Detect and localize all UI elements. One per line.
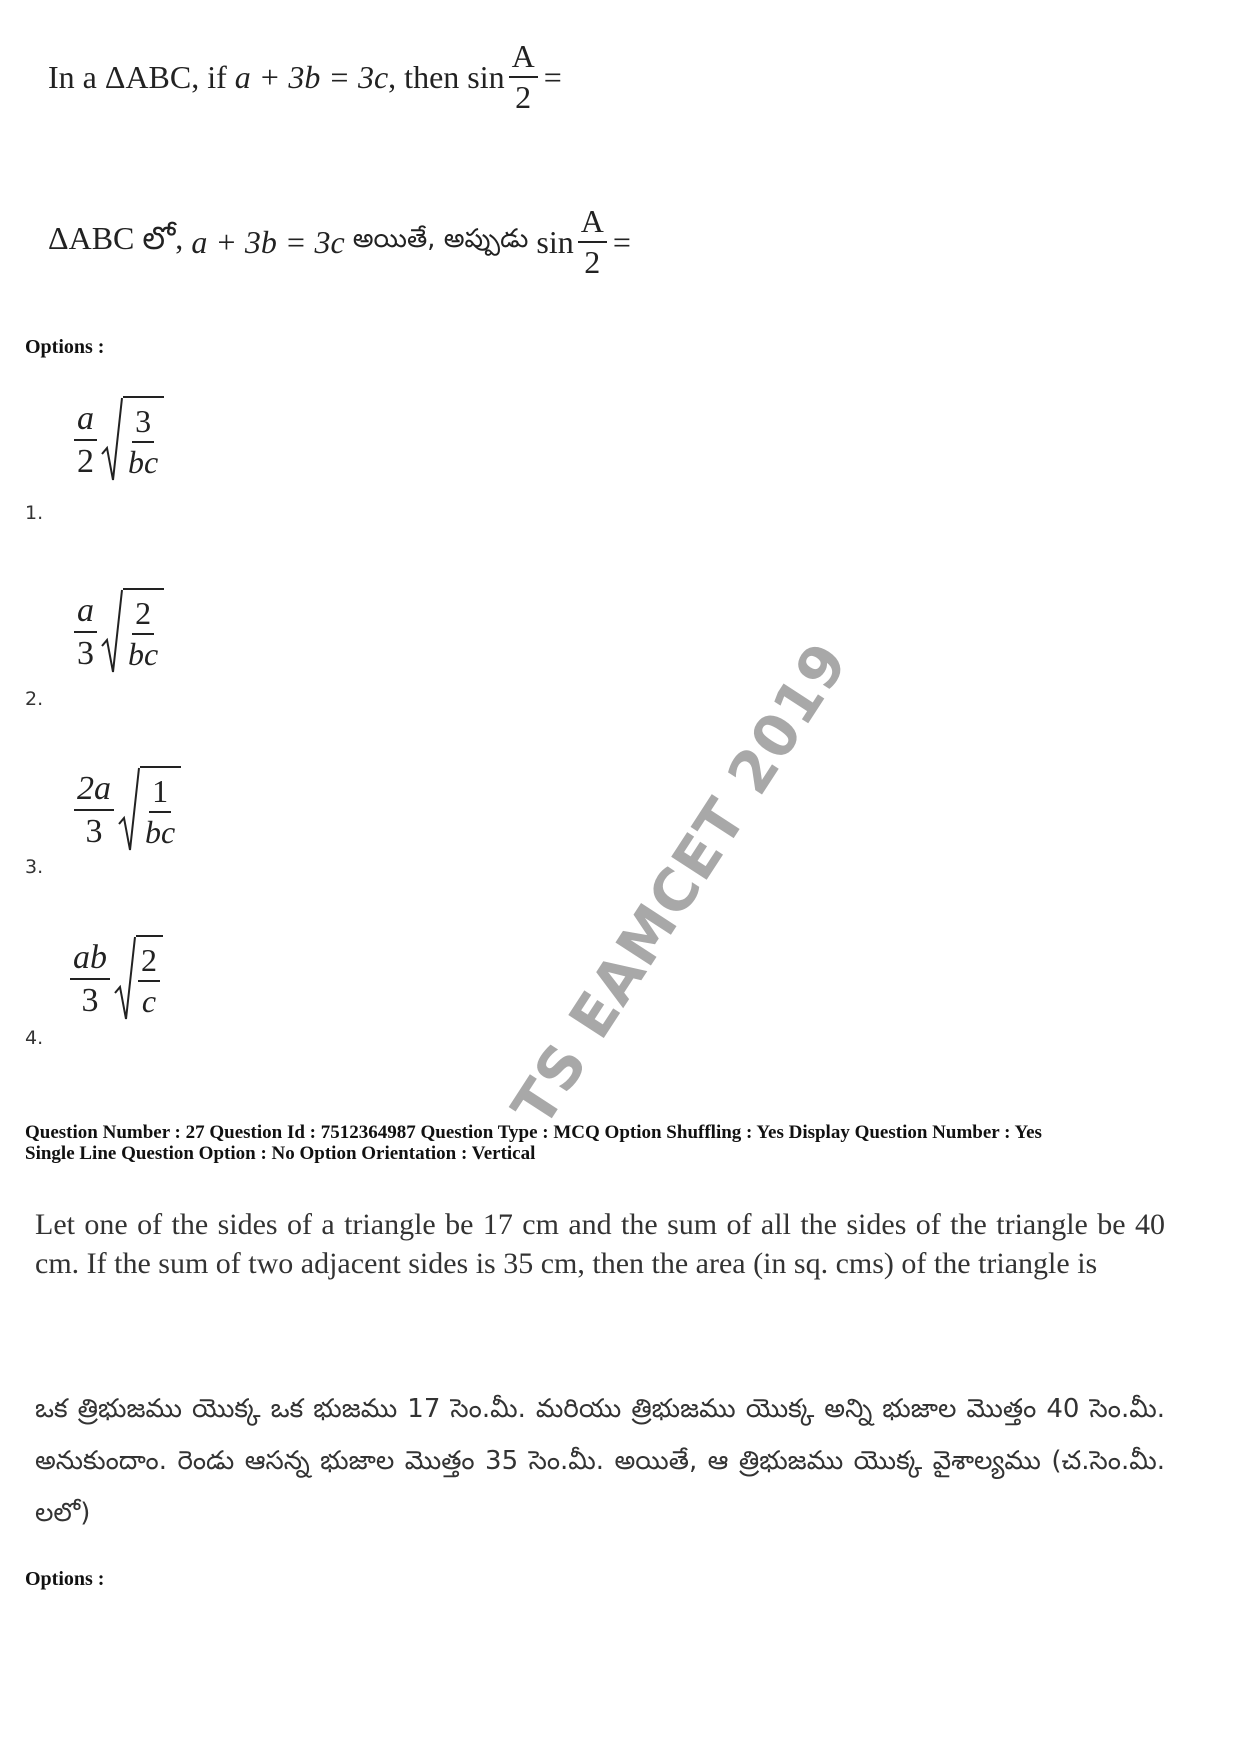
fraction-denominator: 2 — [515, 78, 532, 115]
radicand-denominator: bc — [128, 635, 159, 672]
coef-numerator: 2a — [74, 771, 114, 811]
sqrt-symbol — [101, 588, 164, 676]
coef-denominator: 3 — [81, 981, 99, 1019]
option-2-expression — [74, 588, 164, 676]
radicand-denominator: bc — [128, 443, 159, 480]
coef-denominator: 3 — [77, 634, 94, 672]
radicand-denominator: bc — [145, 813, 176, 850]
sin-function: sin — [467, 58, 505, 95]
option-1-expression — [74, 396, 164, 484]
options-label-1: Options : — [25, 336, 105, 358]
watermark: TS EAMCET 2019 — [498, 630, 862, 1138]
question-meta-line-2: Single Line Question Option : No Option Orientation : Vertical — [25, 1143, 536, 1164]
coef-numerator: a — [74, 593, 97, 633]
question-1-telugu-prefix: ΔABC లో, — [48, 219, 184, 256]
question-1-telugu-condition: a + 3b = 3c — [191, 223, 345, 260]
option-3-coefficient — [74, 771, 114, 849]
radicand-numerator: 1 — [149, 775, 171, 813]
equals-sign: = — [543, 58, 562, 95]
coef-denominator: 2 — [77, 442, 94, 480]
question-2-telugu: ఒక త్రిభుజము యొక్క ఒక భుజము 17 సెం.మీ. మరియు త్రిభుజము యొక్క అన్ని భుజాల మొత్తం 40 సెం.మీ. అనుకుందాం. రెండు ఆసన్న భుజాల మొత్తం 35 సెం.మీ. అయితే, ఆ త్రిభుజము యొక్క వైశాల్యము (చ.సెం.మీ. లలో) — [35, 1394, 1165, 1528]
sqrt-symbol — [114, 935, 163, 1023]
fraction-numerator: A — [578, 205, 607, 243]
option-3-number[interactable]: 3. — [25, 856, 44, 878]
sin-function-telugu: sin — [536, 223, 574, 260]
question-1-condition: a + 3b = 3c — [234, 58, 389, 95]
question-meta — [25, 1122, 1225, 1164]
question-1-telugu-connector: అయితే, అప్పుడు — [352, 224, 529, 255]
half-angle-fraction — [509, 40, 538, 114]
question-1-telugu — [48, 205, 631, 279]
radicand-denominator: c — [141, 982, 157, 1019]
coef-numerator: ab — [70, 940, 110, 980]
sqrt-symbol — [101, 396, 164, 484]
option-4-coefficient — [70, 940, 110, 1018]
option-1-number[interactable]: 1. — [25, 502, 44, 524]
radicand-numerator: 3 — [132, 405, 154, 443]
sqrt-symbol — [118, 766, 181, 854]
question-meta-line-1: Question Number : 27 Question Id : 7512364987 Question Type : MCQ Option Shuffling : Yes Display Question Number : Yes — [25, 1122, 1042, 1143]
option-2-number[interactable]: 2. — [25, 688, 44, 710]
fraction-numerator: A — [509, 40, 538, 78]
fraction-denominator: 2 — [584, 243, 601, 280]
radicand-numerator: 2 — [138, 944, 160, 982]
question-1-prefix: In a ΔABC, if — [48, 58, 227, 95]
option-2-coefficient — [74, 593, 97, 671]
coef-numerator: a — [74, 401, 97, 441]
question-2-english: Let one of the sides of a triangle be 17 cm and the sum of all the sides of the triangle be 40 cm. If the sum of two adjacent sides is 35 cm, then the area (in sq. cms) of the triangle is — [35, 1208, 1165, 1280]
option-3-expression — [74, 766, 181, 854]
radicand-numerator: 2 — [132, 597, 154, 635]
question-1-connector: , then — [388, 58, 460, 95]
option-4-expression — [70, 935, 163, 1023]
half-angle-fraction-telugu — [578, 205, 607, 279]
option-1-coefficient — [74, 401, 97, 479]
equals-sign: = — [612, 223, 631, 260]
question-1-english — [48, 40, 562, 114]
coef-denominator: 3 — [85, 812, 103, 850]
options-label-2: Options : — [25, 1568, 105, 1590]
option-4-number[interactable]: 4. — [25, 1027, 44, 1049]
